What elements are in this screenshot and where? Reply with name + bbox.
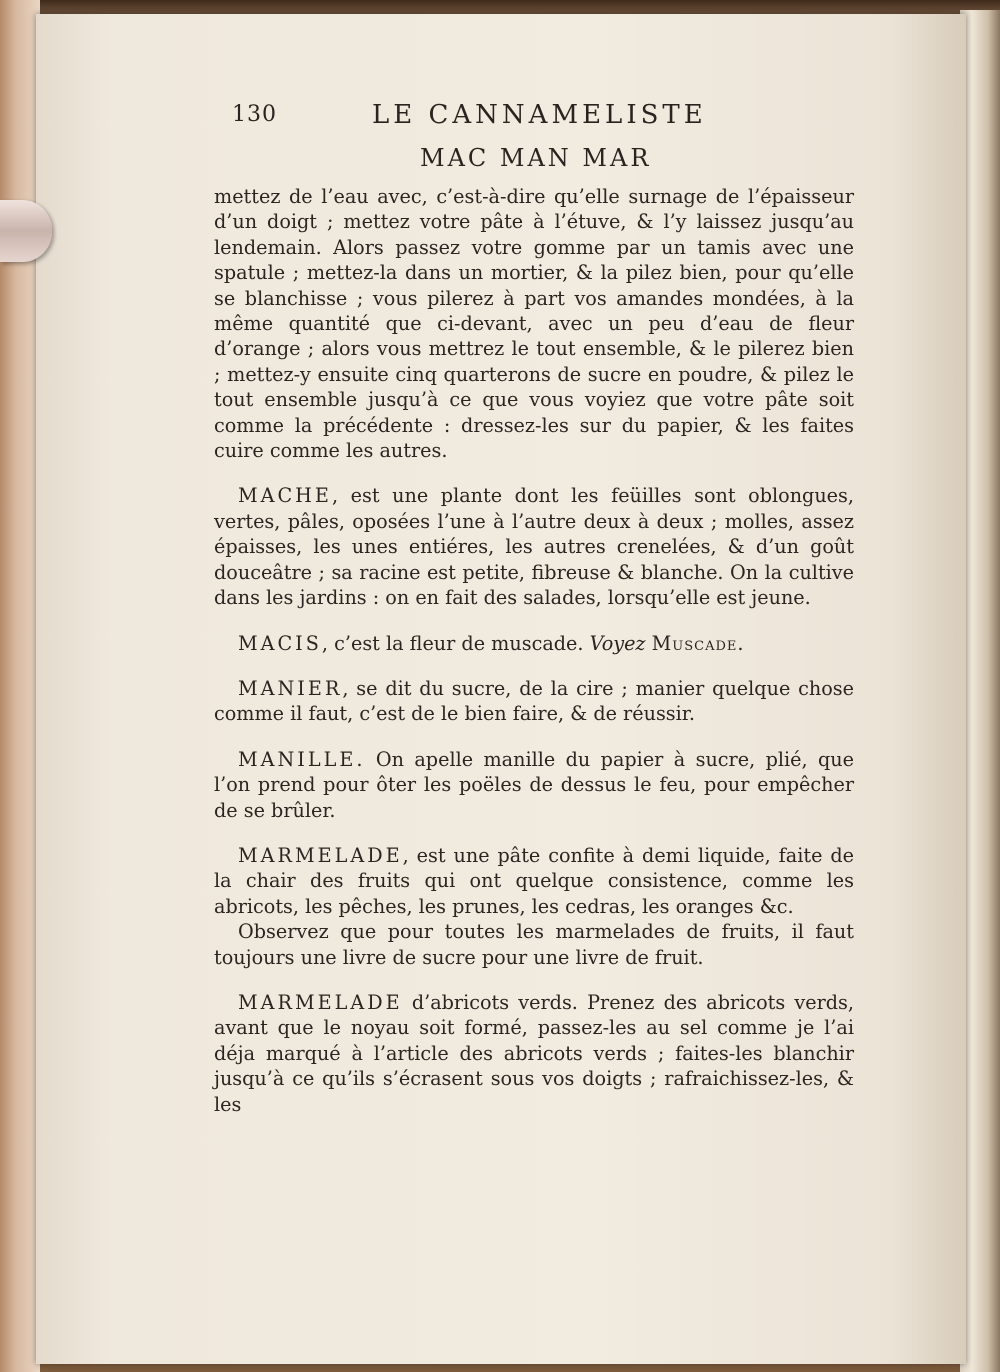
entry-term: MACHE [238,484,332,508]
entry-marmelade-abricots [214,990,854,1117]
entry-text: , est une pâte confite à demi liquide, faite de la chair des fruits qui ont quelque consistence, comme les abricots, les pêches, les prunes, les cedras, les oranges &c. [214,843,854,918]
cross-reference-target: Muscade. [651,631,745,655]
entry-term: MANIER [238,676,343,700]
entry-term: MACIS [238,631,322,655]
entry-manier [214,676,854,727]
entry-mache [214,483,854,610]
running-title: LE CANNAMELISTE [372,100,707,130]
page-body [214,184,854,1137]
entry-term: MARMELADE [238,843,403,867]
entry-text: , c’est la fleur de muscade. [321,631,590,655]
entry-term: MANILLE. [238,747,366,771]
page-number: 130 [232,102,277,127]
entry-marmelade-note: Observez que pour toutes les marmelades de fruits, il faut toujours une livre de sucre pour une livre de fruit. [214,920,854,969]
entry-macis [214,631,854,656]
cross-reference-label: Voyez [589,631,646,655]
book-edge-right [960,10,1000,1372]
entry-manille [214,747,854,823]
entry-marmelade [214,843,854,919]
section-letters: MAC MAN MAR [420,144,652,172]
entry-text: d’abricots verds. Prenez des abricots verds, avant que le noyau soit formé, passez-les au sel comme je l’ai déja marqué à l’article des abricots verds ; faites-les blanchir jusqu’à ce qu’ils s’écrasent sous vos doigts ; rafraichissez-les, & les [214,990,854,1116]
entry-text: On apelle manille du papier à sucre, plié, que l’on prend pour ôter les poëles de dessus le feu, pour empêcher de se brûler. [214,747,854,822]
entry-text: , est une plante dont les feüilles sont oblongues, vertes, pâles, oposées l’une à l’autre deux à deux ; molles, assez épaisses, les unes entiéres, les autres crenelées, & d’un goût douceâtre ; sa racine est petite, fibreuse & blanche. On la cultive dans les jardins : on en fait des salades, lorsqu’elle est jeune. [214,484,854,610]
continued-paragraph: mettez de l’eau avec, c’est-à-dire qu’elle surnage de l’épaisseur d’un doigt ; mettez votre pâte à l’étuve, & l’y laissez jusqu’au lendemain. Alors passez votre gomme par un tamis avec une spatule ; mettez-la dans un mortier, & la pilez bien, pour qu’elle se blanchisse ; vous pilerez à part vos amandes mondées, à la même quantité que ci-devant, avec un peu d’eau de fleur d’orange ; alors vous mettrez le tout ensemble, & le pilerez bien ; mettez-y ensuite cinq quarterons de sucre en poudre, & pilez le tout ensemble jusqu’à ce que vous voyiez que votre pâte soit comme la précédente : dressez-les sur du papier, & les faites cuire comme les autres. [214,185,854,463]
entry-text: , se dit du sucre, de la cire ; manier quelque chose comme il faut, c’est de le bien faire, & de réussir. [214,676,854,726]
entry-term: MARMELADE [238,990,403,1014]
